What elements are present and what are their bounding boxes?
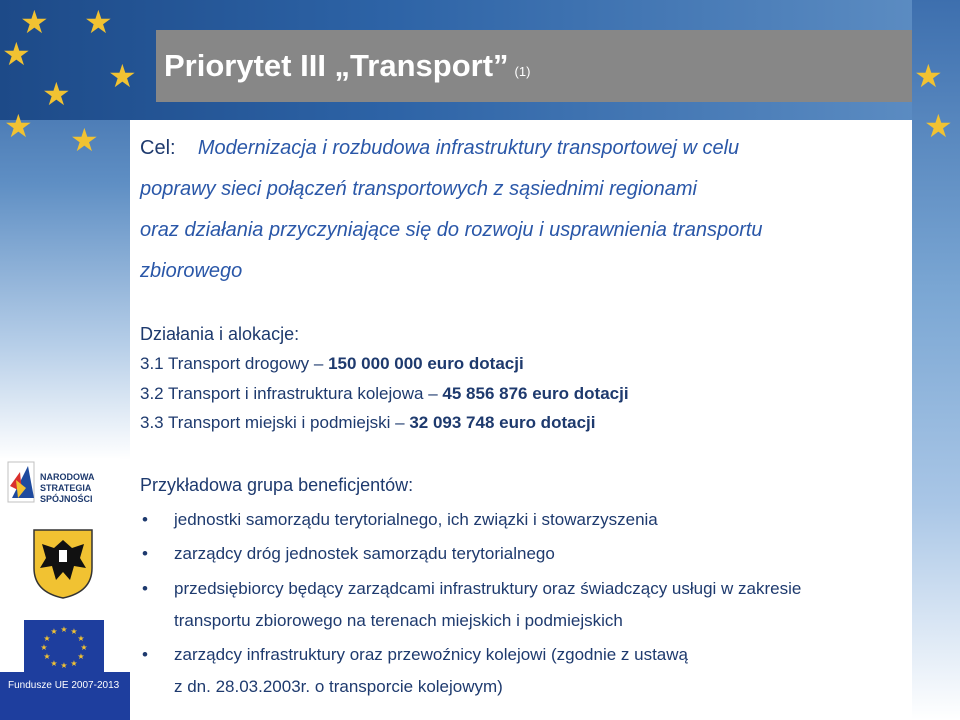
goal-line: oraz działania przyczyniające się do rozwoju i usprawnienia transportu <box>140 219 763 241</box>
goal-line: zbiorowego <box>140 260 243 282</box>
list-item-text: przedsiębiorcy będący zarządcami infrastruktury oraz świadczący usługi w zakresie <box>174 579 802 598</box>
goal-paragraph <box>140 128 955 292</box>
svg-text:★: ★ <box>70 627 78 636</box>
bullet-icon: • <box>142 510 148 529</box>
measure-amount: 32 093 748 euro dotacji <box>409 413 596 432</box>
goal-label: Cel: <box>140 137 176 159</box>
list-item-text-continued: z dn. 28.03.2003r. o transporcie kolejowym) <box>174 677 503 696</box>
nss-logo-line: NARODOWA <box>40 472 95 482</box>
star-icon: ★ <box>924 108 953 144</box>
measure-item <box>140 413 595 433</box>
star-icon: ★ <box>4 108 33 144</box>
measure-label: 3.2 Transport i infrastruktura kolejowa <box>140 384 424 403</box>
svg-text:★: ★ <box>50 627 58 636</box>
measure-amount: 45 856 876 euro dotacji <box>442 384 629 403</box>
measure-label: 3.3 Transport miejski i podmiejski <box>140 413 391 432</box>
measure-label: 3.1 Transport drogowy <box>140 354 310 373</box>
svg-text:★: ★ <box>77 634 85 643</box>
list-item <box>140 504 960 536</box>
page-title <box>164 48 530 84</box>
goal-line: poprawy sieci połączeń transportowych z sąsiednimi regionami <box>140 178 697 200</box>
list-item-text: jednostki samorządu terytorialnego, ich związki i stowarzyszenia <box>174 510 658 529</box>
star-icon: ★ <box>20 4 49 40</box>
list-item-text: zarządcy dróg jednostek samorządu terytorialnego <box>174 544 555 563</box>
svg-text:★: ★ <box>77 652 85 661</box>
eu-flag-icon <box>24 620 104 676</box>
svg-text:★: ★ <box>80 643 88 652</box>
star-icon: ★ <box>914 58 943 94</box>
bullet-icon: • <box>142 579 148 598</box>
svg-text:★: ★ <box>43 652 51 661</box>
star-icon: ★ <box>84 4 113 40</box>
eu-funds-caption: Fundusze UE 2007-2013 <box>8 680 120 691</box>
list-item <box>140 538 960 570</box>
svg-text:★: ★ <box>60 661 68 670</box>
list-item-text-continued: transportu zbiorowego na terenach miejskich i podmiejskich <box>174 611 623 630</box>
list-item <box>140 639 960 703</box>
goal-line: Modernizacja i rozbudowa infrastruktury transportowej w celu <box>197 137 740 159</box>
bullet-icon: • <box>142 645 148 664</box>
list-item <box>140 573 960 637</box>
bullet-icon: • <box>142 544 148 563</box>
eu-flag-logo <box>24 620 104 676</box>
svg-text:★: ★ <box>40 643 48 652</box>
page-title-text: Priorytet III „Transport” <box>164 48 509 83</box>
svg-text:★: ★ <box>70 659 78 668</box>
list-item-text: zarządcy infrastruktury oraz przewoźnicy kolejowi (zgodnie z ustawą <box>174 645 688 664</box>
measure-amount: 150 000 000 euro dotacji <box>328 354 524 373</box>
measure-item <box>140 354 524 374</box>
star-icon: ★ <box>70 122 99 158</box>
crest-logo <box>32 528 94 600</box>
star-icon: ★ <box>42 76 71 112</box>
star-icon: ★ <box>2 36 31 72</box>
measure-dash: – <box>395 413 405 432</box>
page-title-subscript: (1) <box>514 64 531 79</box>
eagle-crest-icon <box>32 528 94 600</box>
svg-text:★: ★ <box>60 625 68 634</box>
svg-text:★: ★ <box>43 634 51 643</box>
star-icon: ★ <box>108 58 137 94</box>
measure-dash: – <box>428 384 438 403</box>
measure-item <box>140 384 629 404</box>
nss-logo <box>0 458 120 514</box>
measure-dash: – <box>313 354 324 373</box>
beneficiaries-heading: Przykładowa grupa beneficjentów: <box>140 475 414 495</box>
svg-text:★: ★ <box>50 659 58 668</box>
nss-logo-line: STRATEGIA SPÓJNOŚCI <box>40 483 93 504</box>
measures-heading: Działania i alokacje: <box>140 324 300 344</box>
